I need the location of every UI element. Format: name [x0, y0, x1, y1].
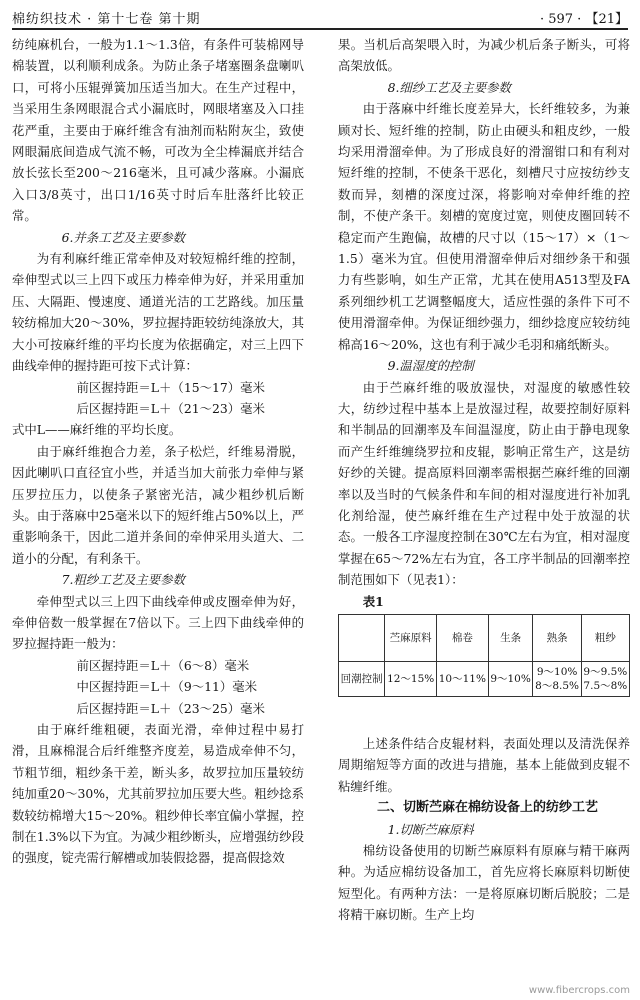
table-header-cell: [339, 614, 385, 661]
formula-line: 后区握持距＝L＋（21～23）毫米: [76, 400, 265, 416]
paragraph: 纺纯麻机台，一般为1.1～1.3倍，有条件可装棉网导棉装置，以利顺利成条。为防止条子堵塞圈条盘喇叭口，可将小压辊弹簧加压适当加大。在生产过程中，当采用生条网眼混合式小漏底时，网眼堵塞及入口挂花严重，主要由于麻纤维含有油剂而粘附灰尘，致使网眼漏底间造成气流不畅，可改为全尘棒漏底并结合放长弦长至200～216毫米，且可减少落麻。小漏底入口3/8英寸，出口1/16英寸时后车肚落纤比较正常。: [12, 37, 304, 224]
watermark: www.fibercrops.com: [528, 985, 630, 996]
table-header-cell: 生条: [488, 614, 533, 661]
table-cell: 10～11%: [437, 661, 489, 696]
paragraph: 果。当机后高架喂入时，为减少机后条子断头，可将高架放低。: [338, 37, 630, 74]
section-heading: 9.温湿度的控制: [387, 358, 474, 374]
major-heading: 二、切断苎麻在棉纺设备上的纺纱工艺: [377, 800, 599, 816]
table-header-cell: 棉卷: [437, 614, 489, 661]
running-header: [12, 4, 628, 30]
table-label: 表1: [362, 593, 384, 609]
table-cell: 9～10% 8～8.5%: [533, 661, 581, 696]
paragraph: 由于麻纤维抱合力差，条子松烂，纤维易滑脱，因此喇叭口直径宜小些，并适当加大前张力牵伸与紧压罗拉压力，以使条子紧密光洁，减少粗纱机后断头。由于落麻中25毫米以下的短纤维占50%以上，严重影响条干，因此二道并条间的牵伸采用头道大、二道小的分配，有利条干。: [12, 443, 304, 566]
table-row-label: 回潮控制: [339, 661, 385, 696]
section-heading: 1.切断苎麻原料: [387, 821, 474, 837]
left-column: [12, 34, 304, 869]
formula-line: 中区握持距＝L＋（9～11）毫米: [76, 679, 258, 695]
moisture-table: [338, 614, 630, 697]
paragraph: 上述条件结合皮辊材料，表面处理以及清洗保养周期缩短等方面的改进与措施，基本上能做到皮辊不粘缠纤维。: [338, 735, 630, 794]
paragraph: 棉纺设备使用的切断苎麻原料有原麻与精干麻两种。为适应棉纺设备加工，首先应将长麻原料切断使短型化。有两种方法：一是将原麻切断后脱胶；二是将精干麻切断。生产上均: [338, 843, 630, 923]
spacer: [338, 703, 630, 733]
table-cell: 9～9.5% 7.5～8%: [581, 661, 629, 696]
paragraph: 牵伸型式以三上四下曲线牵伸或皮圈牵伸为好，牵伸倍数一般掌握在7倍以下。三上四下曲线牵伸的罗拉握持距一般为：: [12, 593, 304, 652]
section-heading: 6.并条工艺及主要参数: [61, 229, 185, 245]
paragraph: 由于麻纤维粗硬，表面光滑，牵伸过程中易打滑，且麻棉混合后纤维整齐度差，易造成牵伸不匀，节粗节细，粗纱条干差，断头多，故罗拉加压量较纺纯加重20～30%，尤其前罗拉加压要大些。粗纱捻系数较纺棉增大15～20%。粗纱伸长率宜偏小掌握，控制在1.3%以下为宜。为减少粗纱断头，应增强纺纱段的强度，锭壳需行解槽或加装假捻器，提高假捻效: [12, 722, 304, 866]
formula-line: 前区握持距＝L＋（15～17）毫米: [76, 379, 265, 395]
page-number: · 597 · 【21】: [539, 12, 628, 27]
table-cell: 9～10%: [488, 661, 533, 696]
table-cell: 12～15%: [385, 661, 437, 696]
table-header-cell: 熟条: [533, 614, 581, 661]
formula-line: 后区握持距＝L＋（23～25）毫米: [76, 700, 265, 716]
table-header-cell: 粗纱: [581, 614, 629, 661]
paragraph: 为有利麻纤维正常牵伸及对较短棉纤维的控制，牵伸型式以三上四下或压力棒牵伸为好，并采用重加压、大隔距、慢速度、通道光洁的工艺路线。加压量较纺棉加大20～30%，罗拉握持距较纺纯涤放大，其大小可按麻纤维的平均长度为依据确定，对三上四下曲线牵伸的握持距可按下式计算：: [12, 251, 304, 374]
paragraph: 由于苎麻纤维的吸放湿快，对湿度的敏感性较大，纺纱过程中基本上是放湿过程，故要控制好原料和半制品的回潮率及车间温湿度，防止由于静电现象而产生纤维缠绕罗拉和皮辊，影响正常生产，这是纺好纱的关键。提高原料回潮率需根据苎麻纤维的回潮率以及当时的气候条件和车间的相对湿度进行补加乳化剂给湿，使苎麻纤维在生产过程中处于放湿的状态。一般各工序湿度控制在30℃左右为宜，相对湿度掌握在65～72%左右为宜，各工序半制品的回潮率控制范围如下（见表1）：: [338, 379, 630, 588]
table-header-cell: 苎麻原料: [385, 614, 437, 661]
section-heading: 7.粗纱工艺及主要参数: [61, 572, 185, 588]
formula-line: 前区握持距＝L＋（6～8）毫米: [76, 657, 250, 673]
section-heading: 8.细纱工艺及主要参数: [387, 79, 511, 95]
paragraph: 由于落麻中纤维长度差异大，长纤维较多，为兼顾对长、短纤维的控制，防止由硬头和粗皮纱，一般均采用滑溜牵伸。为了形成良好的滑溜钳口和有利对短纤维的控制，不使条干恶化，刻槽尺寸应按纺纱支数而异，刻槽的深度过深，将影响对牵伸纤维的控制，不使产条干。刻槽的宽度过宽，则使皮圈回转不稳定而产生跑偏，故槽的尺寸以（15～17）×（1～1.5）毫米为宜。但使用滑溜牵伸后对细纱条干和强力有些影响，如生产正常，尤其在使用A513型及FA系列细纱机工艺调整幅度大，适应性强的条件下可不使用滑溜牵伸。为保证细纱强力，细纱捻度应较纺纯棉高16～20%，这也有利于减少毛羽和痛纸断头。: [338, 101, 630, 352]
journal-title: 棉纺织技术 · 第十七卷 第十期: [12, 12, 201, 27]
paragraph: 式中L——麻纤维的平均长度。: [12, 422, 182, 438]
right-column: [338, 34, 630, 926]
